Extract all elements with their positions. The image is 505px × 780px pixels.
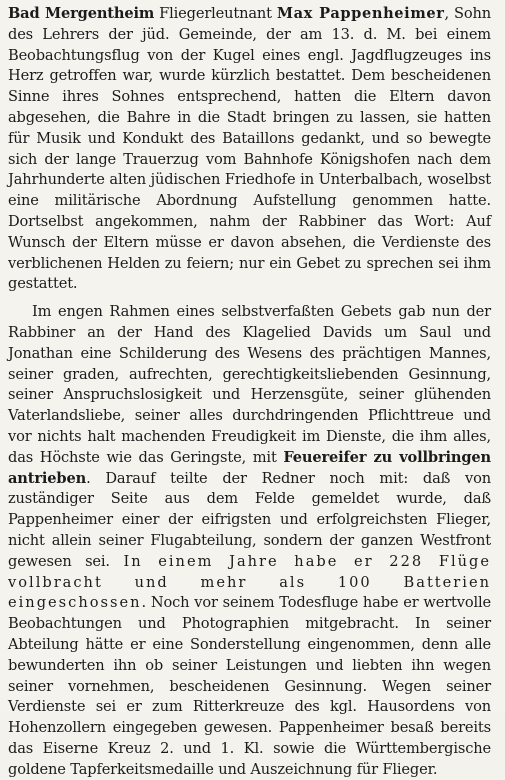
dateline-place: Bad Mergentheim	[8, 5, 155, 22]
paragraph-2-text-a: Im engen Rahmen eines selbstverfaßten Gebets gab nun der Rabbiner an der Hand des Klagelied Davids um Saul und Jonathan eine Schilderung des Wesens des prächtigen Mannes, seiner graden, aufrechten, gerechtigkeitsliebenden Gesinnung, seiner Anspruchslosigkeit und Herzensgüte, seiner glühenden Vaterlandsliebe, seiner alles durchdringenden Pflichttreue und vor nichts halt machenden Freudigkeit im Dienste, die ihm alles, das Höchste wie das Geringste, mit	[8, 303, 491, 466]
paragraph-2-text-b: . Darauf teilte der Redner noch mit: daß von zuständiger Seite aus dem Felde gemeldet wurde, daß Pappenheimer einer der eifrigsten und erfolgreichsten Flieger, nicht allein seiner Flugabteilung, sondern der ganzen Westfront gewesen sei.	[8, 469, 491, 570]
officer-name: Max Pappenheimer	[276, 5, 445, 22]
paragraph-1-text-b: , Sohn des Lehrers der jüd. Gemeinde, der am 13. d. M. bei einem Beobachtungsflug von der Kugel eines engl. Jagdflugzeuges ins Herz getroffen war, wurde kürzlich bestattet. Dem bescheidenen Sinne ihres Sohnes entsprechend, hatten die Eltern davon abgesehen, die Bahre in die Stadt bringen zu lassen, sie hatten für Musik und Kondukt des Bataillons gedankt, und so bewegte sich der lange Trauerzug vom Bahnhofe Königshofen nach dem Jahrhunderte alten jüdischen Friedhofe in Unterbalbach, woselbst eine militärische Abordnung Aufstellung genommen hatte. Dortselbst angekommen, nahm der Rabbiner das Wort: Auf Wunsch der Eltern müsse er davon absehen, die Verdienste des verblichenen Helden zu feiern; nur ein Gebet zu sprechen sei ihm gestattet.	[8, 5, 491, 293]
paragraph-2-text-c: . Noch vor seinem Todesfluge habe er wertvolle Beobachtungen und Photographien mitgebracht. In seiner Abteilung hätte er eine Sonderstellung eingenommen, denn alle bewunderten ihn ob seiner Leistungen und liebten ihn wegen seiner vornehmen, bescheidenen Gesinnung. Wegen seiner Verdienste sei er zum Ritterkreuze des kgl. Hausordens von Hohenzollern eingegeben gewesen. Pappenheimer besaß bereits das Eiserne Kreuz 2. und 1. Kl. sowie die Württembergische goldene Tapferkeitsmedaille und Auszeichnung für Flieger.	[8, 594, 491, 778]
spaced-emphasis-flights: In einem Jahre habe er 228 Flüge vollbracht und mehr als 100 Batterien eingeschossen	[8, 552, 491, 612]
emphasis-feuereifer: Feuereifer zu vollbringen antrieben	[8, 448, 491, 487]
article-paragraph-1	[8, 4, 491, 295]
paragraph-1-text-a: Fliegerleutnant	[154, 5, 277, 22]
article-paragraph-2	[8, 302, 491, 780]
